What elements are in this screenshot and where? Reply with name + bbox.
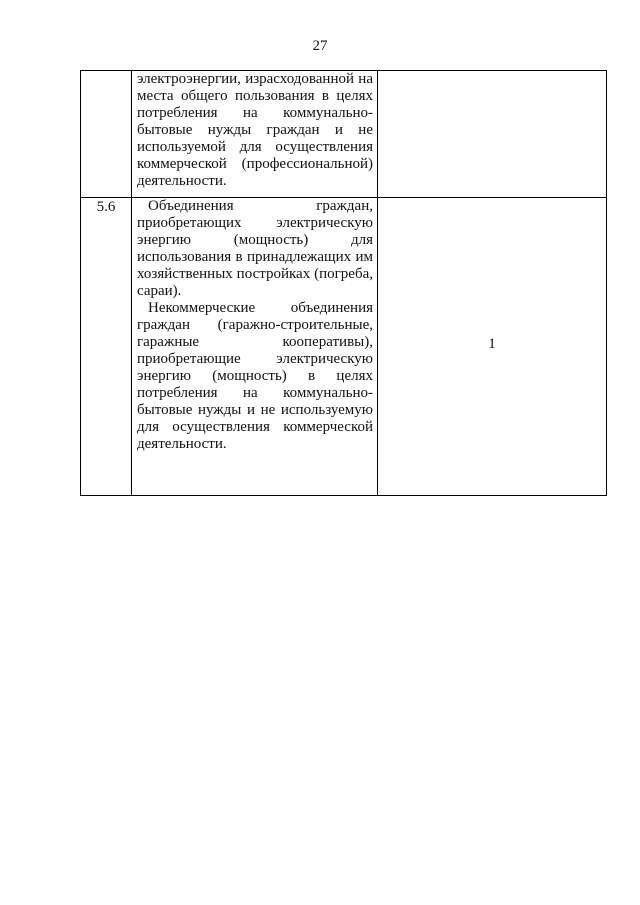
row-number-cell: [81, 71, 132, 198]
value-text: 1: [488, 336, 496, 352]
description-paragraph: электроэнергии, израсходованной на места общего пользования в целях потребления на коммунально-бытовые нужды граждан и не используемой для осуществления коммерческой (профессиональной) деятельности.: [137, 71, 373, 189]
row-number-cell: 5.6: [81, 198, 132, 496]
description-cell: [132, 71, 378, 198]
description-cell: [132, 198, 378, 496]
value-cell: [378, 71, 607, 198]
value-cell: [378, 198, 607, 496]
description-paragraph: Некоммерческие объединения граждан (гаражно-строительные, гаражные кооперативы), приобретающие электрическую энергию (мощность) в целях потребления на коммунально-бытовые нужды и не используемую для осуществления коммерческой деятельности.: [137, 300, 373, 452]
table-row: [81, 198, 607, 496]
table-row: [81, 71, 607, 198]
page-number: 27: [312, 38, 328, 54]
description-paragraph: Объединения граждан, приобретающих электрическую энергию (мощность) для использования в принадлежащих им хозяйственных постройках (погреба, сараи).: [137, 198, 373, 299]
tariff-table: [80, 70, 607, 496]
